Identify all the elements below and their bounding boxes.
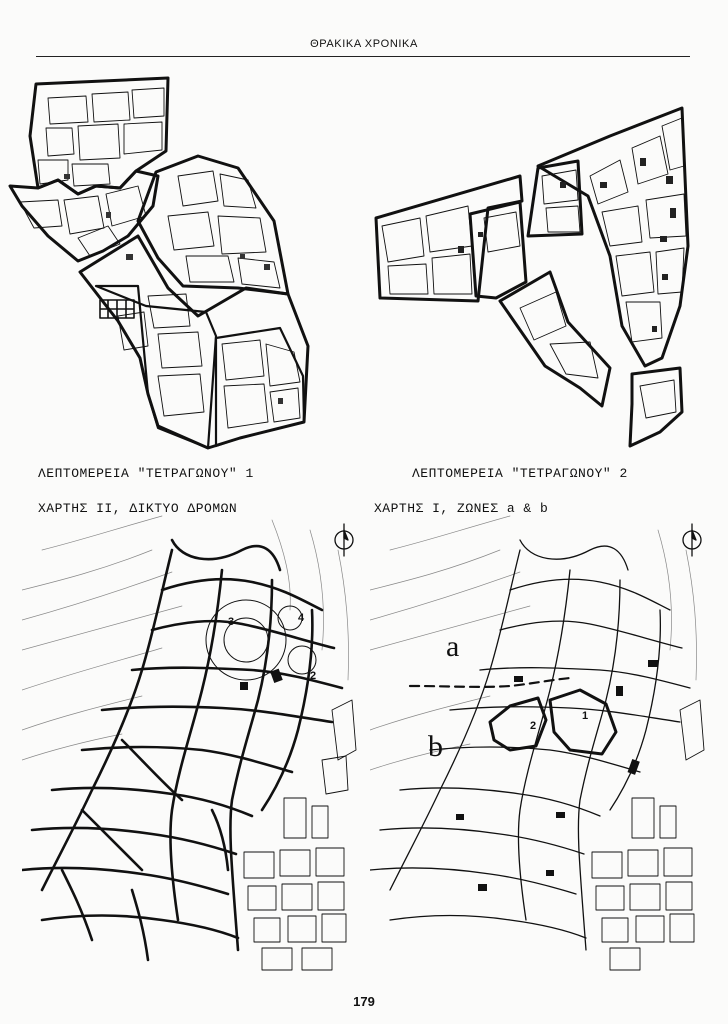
map-1-label-1: 1 [582,710,589,722]
north-arrow-icon [335,524,353,556]
map-2-label-3: 3 [228,616,235,628]
caption-detail-1: ΛΕΠΤΟΜΕΡΕΙΑ "ΤΕΤΡΑΓΩΝΟΥ" 1 [38,466,254,481]
detail-plan-1 [8,76,313,456]
caption-map-1: ΧΑΡΤΗΣ Ι, ΖΩΝΕΣ a & b [374,501,549,516]
map-1-label-2: 2 [530,720,537,732]
running-title: ΘΡΑΚΙΚΑ ΧΡΟΝΙΚΑ [310,38,418,50]
map-street-network [22,510,362,980]
detail-plan-2 [370,96,700,452]
page-number: 179 [353,994,375,1009]
caption-map-2: ΧΑΡΤΗΣ ΙΙ, ΔΙΚΤΥΟ ΔΡΟΜΩΝ [38,501,238,516]
zone-boundary-2 [490,698,546,750]
map-zones [370,510,710,980]
caption-detail-2: ΛΕΠΤΟΜΕΡΕΙΑ "ΤΕΤΡΑΓΩΝΟΥ" 2 [412,466,628,481]
zone-a-label: a [446,630,460,663]
zone-b-label: b [428,730,443,763]
map-2-label-4: 4 [298,612,305,624]
header-rule [36,56,690,57]
map-2-label-2: 2 [310,670,317,682]
north-arrow-icon [683,524,701,556]
